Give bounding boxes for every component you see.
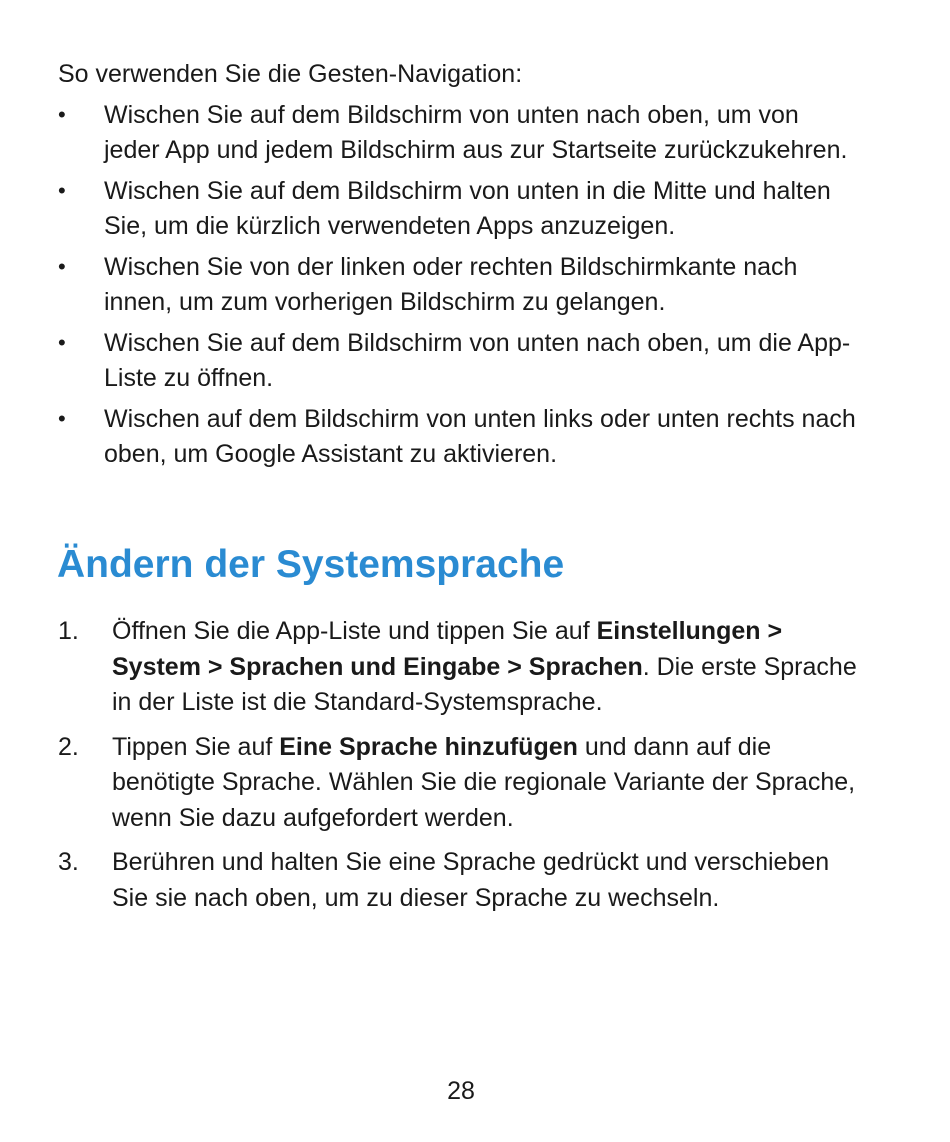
step-text-before: Tippen Sie auf: [112, 732, 280, 761]
bullet-item: [0, 250, 950, 319]
step-item: [0, 845, 950, 916]
step-item: [0, 614, 950, 721]
step-number: 2.: [58, 732, 79, 761]
bullet-text: Wischen auf dem Bildschirm von unten links oder unten rechts nach oben, um Google Assistant zu aktivieren.: [104, 405, 856, 468]
section-heading: Ändern der Systemsprache: [57, 543, 565, 586]
page-number: 28: [447, 1077, 475, 1105]
bullet-marker: •: [58, 330, 66, 355]
bullet-text: Wischen Sie auf dem Bildschirm von unten nach oben, um die App-Liste zu öffnen.: [104, 329, 851, 392]
bullet-item: [0, 174, 950, 243]
language-steps-list: [0, 614, 950, 925]
step-text-before: Berühren und halten Sie eine Sprache gedrückt und verschieben Sie sie nach oben, um zu dieser Sprache zu wechseln.: [112, 848, 830, 912]
intro-text: So verwenden Sie die Gesten-Navigation:: [58, 60, 523, 88]
bullet-item: [0, 98, 950, 167]
bullet-item: [0, 402, 950, 471]
bullet-marker: •: [58, 254, 66, 279]
step-bold-path: Einstellungen > System > Sprachen und Eingabe > Sprachen: [112, 617, 783, 681]
step-text-after: und dann auf die benötigte Sprache. Wählen Sie die regionale Variante der Sprache, wenn Sie dazu aufgefordert werden.: [112, 732, 856, 832]
step-text-after: . Die erste Sprache in der Liste ist die Standard-Systemsprache.: [112, 652, 857, 716]
bullet-text: Wischen Sie auf dem Bildschirm von unten nach oben, um von jeder App und jedem Bildschirm aus zur Startseite zurückzukehren.: [104, 101, 848, 164]
bullet-marker: •: [58, 102, 66, 127]
step-bold-label: Eine Sprache hinzufügen: [279, 732, 578, 761]
step-number: 1.: [58, 617, 79, 645]
bullet-marker: •: [58, 406, 66, 431]
bullet-item: [0, 326, 950, 395]
bullet-marker: •: [58, 178, 66, 203]
step-number: 3.: [58, 848, 79, 876]
bullet-text: Wischen Sie auf dem Bildschirm von unten in die Mitte und halten Sie, um die kürzlich verwendeten Apps anzuzeigen.: [104, 177, 831, 240]
step-item: [0, 730, 950, 837]
step-text-before: Öffnen Sie die App-Liste und tippen Sie auf: [112, 617, 597, 645]
bullet-text: Wischen Sie von der linken oder rechten Bildschirmkante nach innen, um zum vorherigen Bildschirm zu gelangen.: [104, 253, 798, 316]
gesture-bullet-list: [0, 98, 950, 478]
